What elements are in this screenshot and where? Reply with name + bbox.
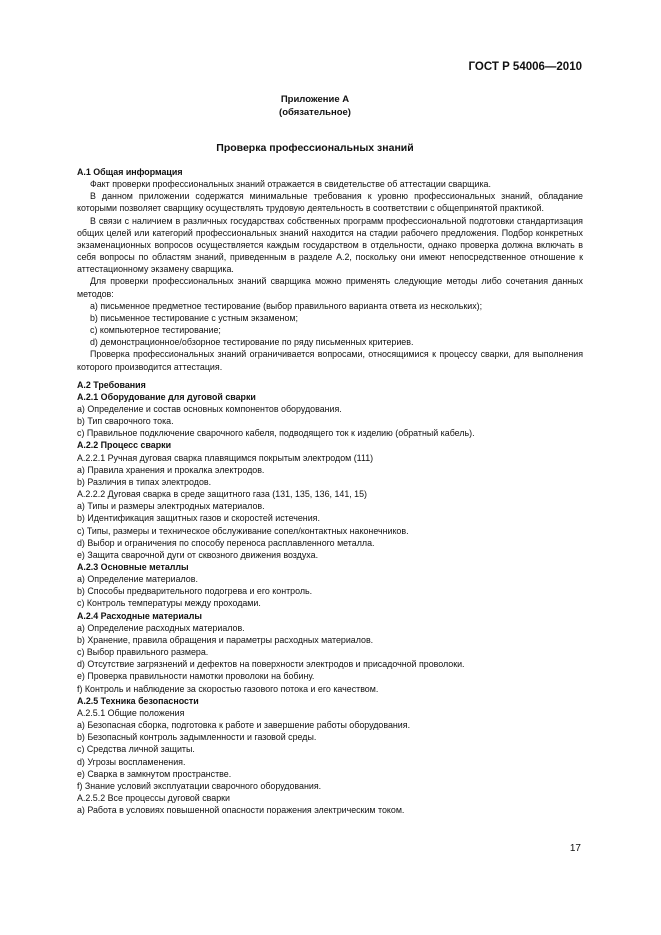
list-item: a) Работа в условиях повышенной опасности поражения электрическим током.	[77, 805, 405, 816]
list-item: b) Различия в типах электродов.	[77, 476, 212, 487]
list-item: e) Сварка в замкнутом пространстве.	[77, 768, 232, 779]
list-item: d) Угрозы воспламенения.	[77, 756, 186, 767]
subsection-heading: А.2.1 Оборудование для дуговой сварки	[77, 391, 256, 402]
clause-title: А.2.5.2 Все процессы дуговой сварки	[77, 792, 230, 803]
clause-title: А.2.5.1 Общие положения	[77, 707, 185, 718]
list-item: a) Определение материалов.	[77, 574, 198, 585]
list-item: b) письменное тестирование с устным экзаменом;	[90, 312, 298, 323]
paragraph: В данном приложении содержатся минимальные требования к уровню профессиональных знаний, обладание которыми позволяет сварщику осуществлять трудовую деятельность в соответствии с общепринятой практикой.	[77, 191, 583, 214]
list-item: c) Контроль температуры между проходами.	[77, 598, 261, 609]
annex-header	[0, 93, 630, 119]
list-item: b) Идентификация защитных газов и скоростей истечения.	[77, 513, 320, 524]
list-item: a) Типы и размеры электродных материалов.	[77, 501, 265, 512]
list-item: b) Безопасный контроль задымленности и газовой среды.	[77, 732, 317, 743]
paragraph: Проверка профессиональных знаний ограничивается вопросами, относящимися к процессу сварки, для выполнения которого производится аттестация.	[77, 349, 583, 372]
annex-status: (обязательное)	[279, 107, 351, 118]
list-item: d) Отсутствие загрязнений и дефектов на поверхности электродов и присадочной проволоки.	[77, 659, 465, 670]
clause-title: А.2.2.1 Ручная дуговая сварка плавящимся покрытым электродом (111)	[77, 452, 374, 463]
list-item: c) Типы, размеры и техническое обслуживание сопел/контактных наконечников.	[77, 525, 409, 536]
list-item: b) Хранение, правила обращения и параметры расходных материалов.	[77, 634, 374, 645]
paragraph: Для проверки профессиональных знаний сварщика можно применять следующие методы либо сочетания данных методов:	[77, 276, 583, 299]
list-item: e) Проверка правильности намотки проволоки на бобину.	[77, 671, 315, 682]
list-item: e) Защита сварочной дуги от сквозного движения воздуха.	[77, 549, 319, 560]
list-item: f) Знание условий эксплуатации сварочного оборудования.	[77, 780, 322, 791]
document-title: Проверка профессиональных знаний	[216, 142, 414, 154]
subsection-heading: А.2.5 Техника безопасности	[77, 695, 199, 706]
list-item: d) Выбор и ограничения по способу переноса расплавленного металла.	[77, 537, 375, 548]
standard-code: ГОСТ Р 54006—2010	[468, 61, 582, 73]
list-item: a) письменное предметное тестирование (выбор правильного варианта ответа из нескольких);	[90, 300, 483, 311]
paragraph: Факт проверки профессиональных знаний отражается в свидетельстве об аттестации сварщика.	[90, 179, 491, 190]
list-item: b) Тип сварочного тока.	[77, 416, 174, 427]
list-item: c) Правильное подключение сварочного кабеля, подводящего ток к изделию (обратный кабель).	[77, 428, 475, 439]
list-item: a) Определение расходных материалов.	[77, 622, 245, 633]
list-item: c) Средства личной защиты.	[77, 744, 195, 755]
list-item: a) Определение и состав основных компонентов оборудования.	[77, 403, 342, 414]
page-number: 17	[569, 843, 581, 854]
document-body	[77, 166, 583, 816]
subsection-heading: А.2.2 Процесс сварки	[77, 440, 172, 451]
list-item: f) Контроль и наблюдение за скоростью газового потока и его качеством.	[77, 683, 379, 694]
list-item: c) компьютерное тестирование;	[90, 325, 221, 336]
clause-title: А.2.2.2 Дуговая сварка в среде защитного газа (131, 135, 136, 141, 15)	[77, 489, 368, 500]
subsection-heading: А.2.3 Основные металлы	[77, 562, 189, 572]
list-item: b) Способы предварительного подогрева и его контроль.	[77, 586, 313, 597]
list-item: d) демонстрационное/обзорное тестирование по ряду письменных критериев.	[90, 337, 414, 348]
paragraph: В связи с наличием в различных государствах собственных программ профессиональной подготовки стандартизация общих целей или категорий профессиональных знаний находится на стадии рабочего предложения. Подбор конкретных экзаменационных вопросов осуществляется каждым государством в отдельности, однако проверка должна включать в себя вопросы по областям знаний, приведенным в разделе А.2, поскольку они имеют непосредственное отношение к аттестационному экзамену сварщика.	[77, 215, 583, 275]
list-item: c) Выбор правильного размера.	[77, 647, 209, 658]
list-item: a) Правила хранения и прокалка электродов.	[77, 464, 265, 475]
section-heading-a1: А.1 Общая информация	[77, 167, 183, 177]
subsection-heading: А.2.4 Расходные материалы	[77, 610, 202, 621]
section-heading-a2: А.2 Требования	[77, 379, 146, 390]
list-item: a) Безопасная сборка, подготовка к работе и завершение работы оборудования.	[77, 720, 411, 731]
annex-title: Приложение А	[280, 94, 350, 105]
